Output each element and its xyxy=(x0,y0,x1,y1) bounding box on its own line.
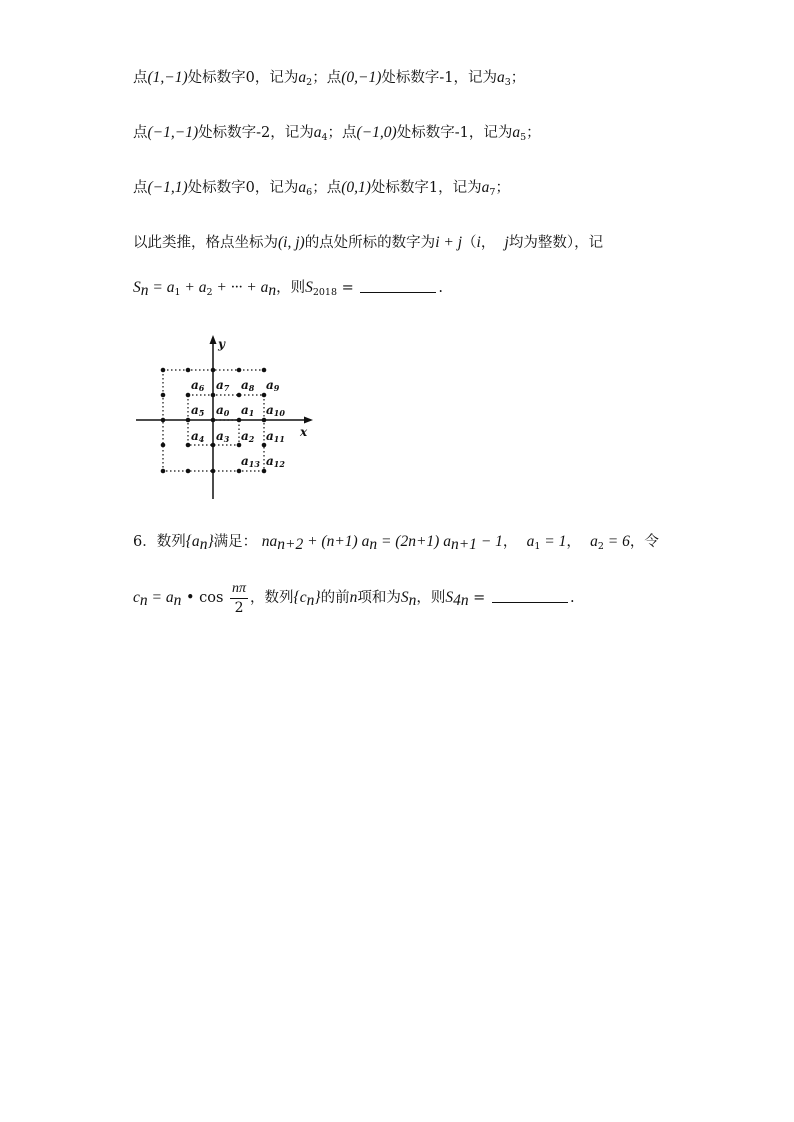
variable: i xyxy=(476,234,481,251)
text: 处标数字 xyxy=(187,180,246,196)
label-a5: a5 xyxy=(191,403,205,418)
term: a xyxy=(590,533,598,550)
label-a6: a6 xyxy=(191,378,205,393)
text: ，令 xyxy=(629,534,659,550)
sum-symbol: S xyxy=(305,279,313,296)
text-line-5 xyxy=(133,276,443,305)
subscript: 7 xyxy=(489,187,496,198)
sum-symbol: S xyxy=(133,279,141,296)
text: . xyxy=(438,280,443,296)
expression: = 1 xyxy=(540,533,567,550)
subscript: 4 xyxy=(321,132,328,143)
text: （ xyxy=(462,235,477,251)
text: 点 xyxy=(326,180,342,196)
term: c xyxy=(133,589,140,606)
sequence: {a xyxy=(185,533,200,550)
sequence: } xyxy=(314,589,321,606)
text: 项和为 xyxy=(357,590,401,606)
text: 处标数字 xyxy=(187,70,246,86)
text: 点 xyxy=(133,70,148,86)
text: 以此类推，格点坐标为 xyxy=(133,235,278,251)
text: ，则 xyxy=(416,590,446,606)
label-a0: a0 xyxy=(216,403,230,418)
value: -2 xyxy=(256,125,271,141)
separator: ； xyxy=(510,70,526,86)
point-coord: (i, j) xyxy=(278,234,305,251)
term: a xyxy=(497,69,505,86)
label-a1: a1 xyxy=(241,403,255,418)
subscript: 4n xyxy=(453,592,469,609)
fraction-numerator: nπ xyxy=(230,580,248,599)
text: ，记为 xyxy=(270,125,314,141)
label-a2: a2 xyxy=(241,429,255,444)
expression: + ··· + a xyxy=(212,279,269,296)
value: 0 xyxy=(245,70,255,86)
value: 0 xyxy=(245,180,255,196)
subscript: 1 xyxy=(534,541,541,552)
sequence: } xyxy=(207,533,214,550)
separator: ； xyxy=(327,125,343,141)
value: 1 xyxy=(428,180,439,196)
label-a3: a3 xyxy=(216,429,230,444)
subscript: 3 xyxy=(504,77,511,88)
point-coord: (−1,1) xyxy=(147,179,188,196)
text: ，数列 xyxy=(250,590,294,606)
label-a7: a7 xyxy=(216,378,230,393)
y-axis-arrow xyxy=(210,335,217,344)
separator: ； xyxy=(495,180,510,196)
q6-line-2 xyxy=(133,578,575,621)
subscript: 2 xyxy=(306,77,313,88)
text: 均为整数），记 xyxy=(508,235,604,251)
text-line-3 xyxy=(133,176,510,205)
term: a xyxy=(526,533,535,550)
text: 点 xyxy=(326,70,342,86)
subscript: n xyxy=(408,592,417,609)
sum-symbol: S xyxy=(445,589,454,606)
expression: = (2n+1) a xyxy=(377,533,451,550)
x-axis-label: x xyxy=(300,425,308,439)
text: 的前 xyxy=(320,590,350,606)
text: ，记为 xyxy=(468,125,513,141)
text-line-4 xyxy=(133,231,603,255)
subscript: 2 xyxy=(206,287,213,298)
value: -1 xyxy=(439,70,454,86)
subscript: 2 xyxy=(597,541,604,552)
text: 处标数字 xyxy=(396,125,455,141)
subscript: n xyxy=(268,282,277,299)
text: 处标数字 xyxy=(198,125,257,141)
point-coord: (0,−1) xyxy=(341,69,382,86)
label-a13: a13 xyxy=(241,454,260,469)
subscript: n+2 xyxy=(277,536,304,553)
separator: ， xyxy=(502,534,518,550)
separator: ， xyxy=(566,534,581,550)
text-line-1 xyxy=(133,66,525,95)
lattice-figure xyxy=(133,333,315,501)
subscript: n xyxy=(139,592,148,609)
label-a10: a10 xyxy=(266,403,285,418)
y-axis-label: y xyxy=(218,337,225,351)
text: ，记为 xyxy=(453,70,497,86)
label-a8: a8 xyxy=(241,378,255,393)
text: 点 xyxy=(133,125,148,141)
label-a11: a11 xyxy=(266,429,285,444)
subscript: n xyxy=(306,592,315,609)
separator: ； xyxy=(526,125,541,141)
text-line-2 xyxy=(133,121,541,150)
expression: + (n+1) a xyxy=(303,533,370,550)
expression: na xyxy=(261,533,278,550)
q6-line-1 xyxy=(133,530,659,559)
expression: = a xyxy=(147,589,174,606)
subscript: 6 xyxy=(306,187,313,198)
text: 数列 xyxy=(156,534,186,550)
fraction-denominator: 2 xyxy=(234,599,244,616)
text: ，记为 xyxy=(254,180,299,196)
text: 处标数字 xyxy=(370,180,429,196)
question-number: 6． xyxy=(133,534,157,550)
text: 点 xyxy=(342,125,357,141)
subscript: n+1 xyxy=(450,536,477,553)
point-coord: (−1,0) xyxy=(356,124,397,141)
text: ，记为 xyxy=(254,70,299,86)
subscript: n xyxy=(173,592,182,609)
separator: ； xyxy=(312,180,327,196)
point-coord: (0,1) xyxy=(341,179,371,196)
text: ，则 xyxy=(276,280,306,296)
text: ，记为 xyxy=(438,180,482,196)
answer-blank xyxy=(492,588,568,603)
expression: i + j xyxy=(435,234,463,251)
term: a xyxy=(298,69,307,86)
subscript: n xyxy=(369,536,378,553)
text: 处标数字 xyxy=(381,70,440,86)
label-a4: a4 xyxy=(191,429,205,444)
variable: n xyxy=(349,589,358,606)
expression: = xyxy=(468,590,490,606)
subscript: n xyxy=(199,536,208,553)
expression: − 1 xyxy=(476,533,503,550)
expression: = 6 xyxy=(603,533,630,550)
expression: + a xyxy=(180,279,207,296)
subscript: n xyxy=(140,282,149,299)
term: a xyxy=(298,179,307,196)
sequence: {c xyxy=(293,589,307,606)
fraction xyxy=(230,580,248,617)
label-a12: a12 xyxy=(266,454,285,469)
text: ， xyxy=(480,235,496,251)
point-coord: (1,−1) xyxy=(147,69,188,86)
x-axis-arrow xyxy=(304,417,313,424)
term: a xyxy=(313,124,322,141)
separator: ； xyxy=(312,70,327,86)
text: . xyxy=(569,590,575,606)
subscript: 5 xyxy=(520,132,527,143)
text: 满足： xyxy=(213,534,258,550)
text: 点 xyxy=(133,180,148,196)
value: -1 xyxy=(454,125,469,141)
point-coord: (−1,−1) xyxy=(147,124,199,141)
text: 的点处所标的数字为 xyxy=(304,235,436,251)
expression: = a xyxy=(148,279,175,296)
term: a xyxy=(512,124,521,141)
sum-symbol: S xyxy=(400,589,409,606)
subscript: 2018 xyxy=(312,287,338,298)
expression: = xyxy=(337,280,359,296)
subscript: 1 xyxy=(174,287,181,298)
variable: j xyxy=(504,234,509,251)
term: a xyxy=(481,179,490,196)
label-a9: a9 xyxy=(266,378,280,393)
expression: • cos xyxy=(181,590,229,606)
answer-blank xyxy=(360,278,436,293)
